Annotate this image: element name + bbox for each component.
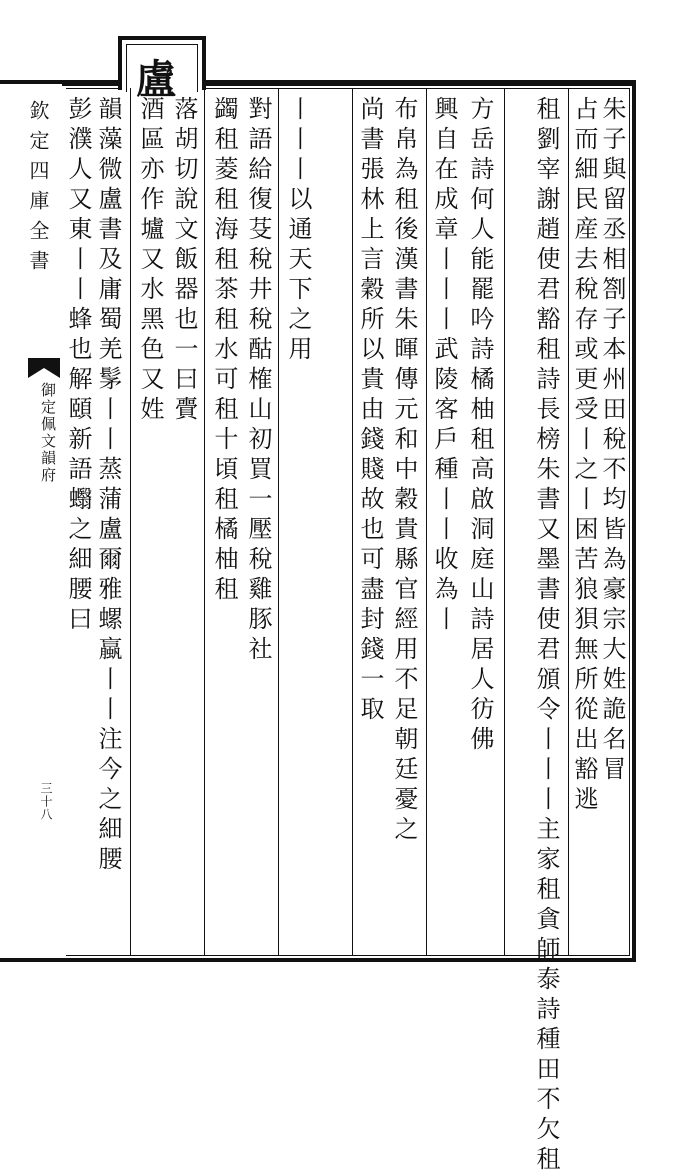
text-column: 布帛為租後漢書朱暉傳元和中穀貴縣官經用不足朝廷憂之 xyxy=(390,96,418,846)
fish-tail-icon xyxy=(28,358,60,378)
text-column: 彭濮人又東丨丨蜂也解頤新語蠮之細腰曰 xyxy=(64,96,92,636)
text-column: 對語給復芟稅井稅酤榷山初買一壓稅雞豚社 xyxy=(244,96,272,666)
text-column: 朱子與留丞相劄子本州田稅不均皆為豪宗大姓詭名冒 xyxy=(598,96,626,786)
column-rule xyxy=(278,88,279,956)
text-column: 落胡切說文飯器也一曰賷 xyxy=(170,96,198,426)
column-rule xyxy=(130,88,131,956)
text-column: 興自在成章丨丨丨武陵客戶種丨丨收為丨 xyxy=(430,96,458,636)
text-column: 租劉宰謝趙使君豁租詩長榜朱書又墨書使君頒令丨丨丨主家租貪師泰詩種田不欠租 xyxy=(532,96,560,1176)
text-column: 韻藻微盧書及庸蜀羌髳丨丨蒸蒲盧爾雅螺蠃丨丨注今之細腰 xyxy=(94,96,122,876)
column-rule xyxy=(426,88,427,956)
book-title: 欽定四庫全書 xyxy=(26,100,50,280)
column-rule xyxy=(568,88,569,956)
text-column: 方岳詩何人能罷吟詩橘柚租高啟洞庭山詩居人彷佛 xyxy=(466,96,494,756)
page-number: 三十八 xyxy=(39,782,53,821)
column-rule xyxy=(504,88,505,956)
text-column: 酒區亦作壚又水黑色又姓 xyxy=(136,96,164,426)
text-column: 丨丨丨以通天下之用 xyxy=(284,96,312,366)
column-rule xyxy=(204,88,205,956)
column-rule xyxy=(352,88,353,956)
rhyme-character: 盧 xyxy=(136,56,176,103)
section-title: 御定佩文韻府 xyxy=(39,382,57,484)
text-column: 占而細民産去稅存或更受丨之丨困苦狼狽無所從出豁逃 xyxy=(570,96,598,816)
text-column: 蠲租菱租海租茶租水可租十頃租橘柚租 xyxy=(210,96,238,606)
text-column: 尚書張林上言穀所以貴由錢賤故也可盡封錢一取 xyxy=(356,96,384,726)
